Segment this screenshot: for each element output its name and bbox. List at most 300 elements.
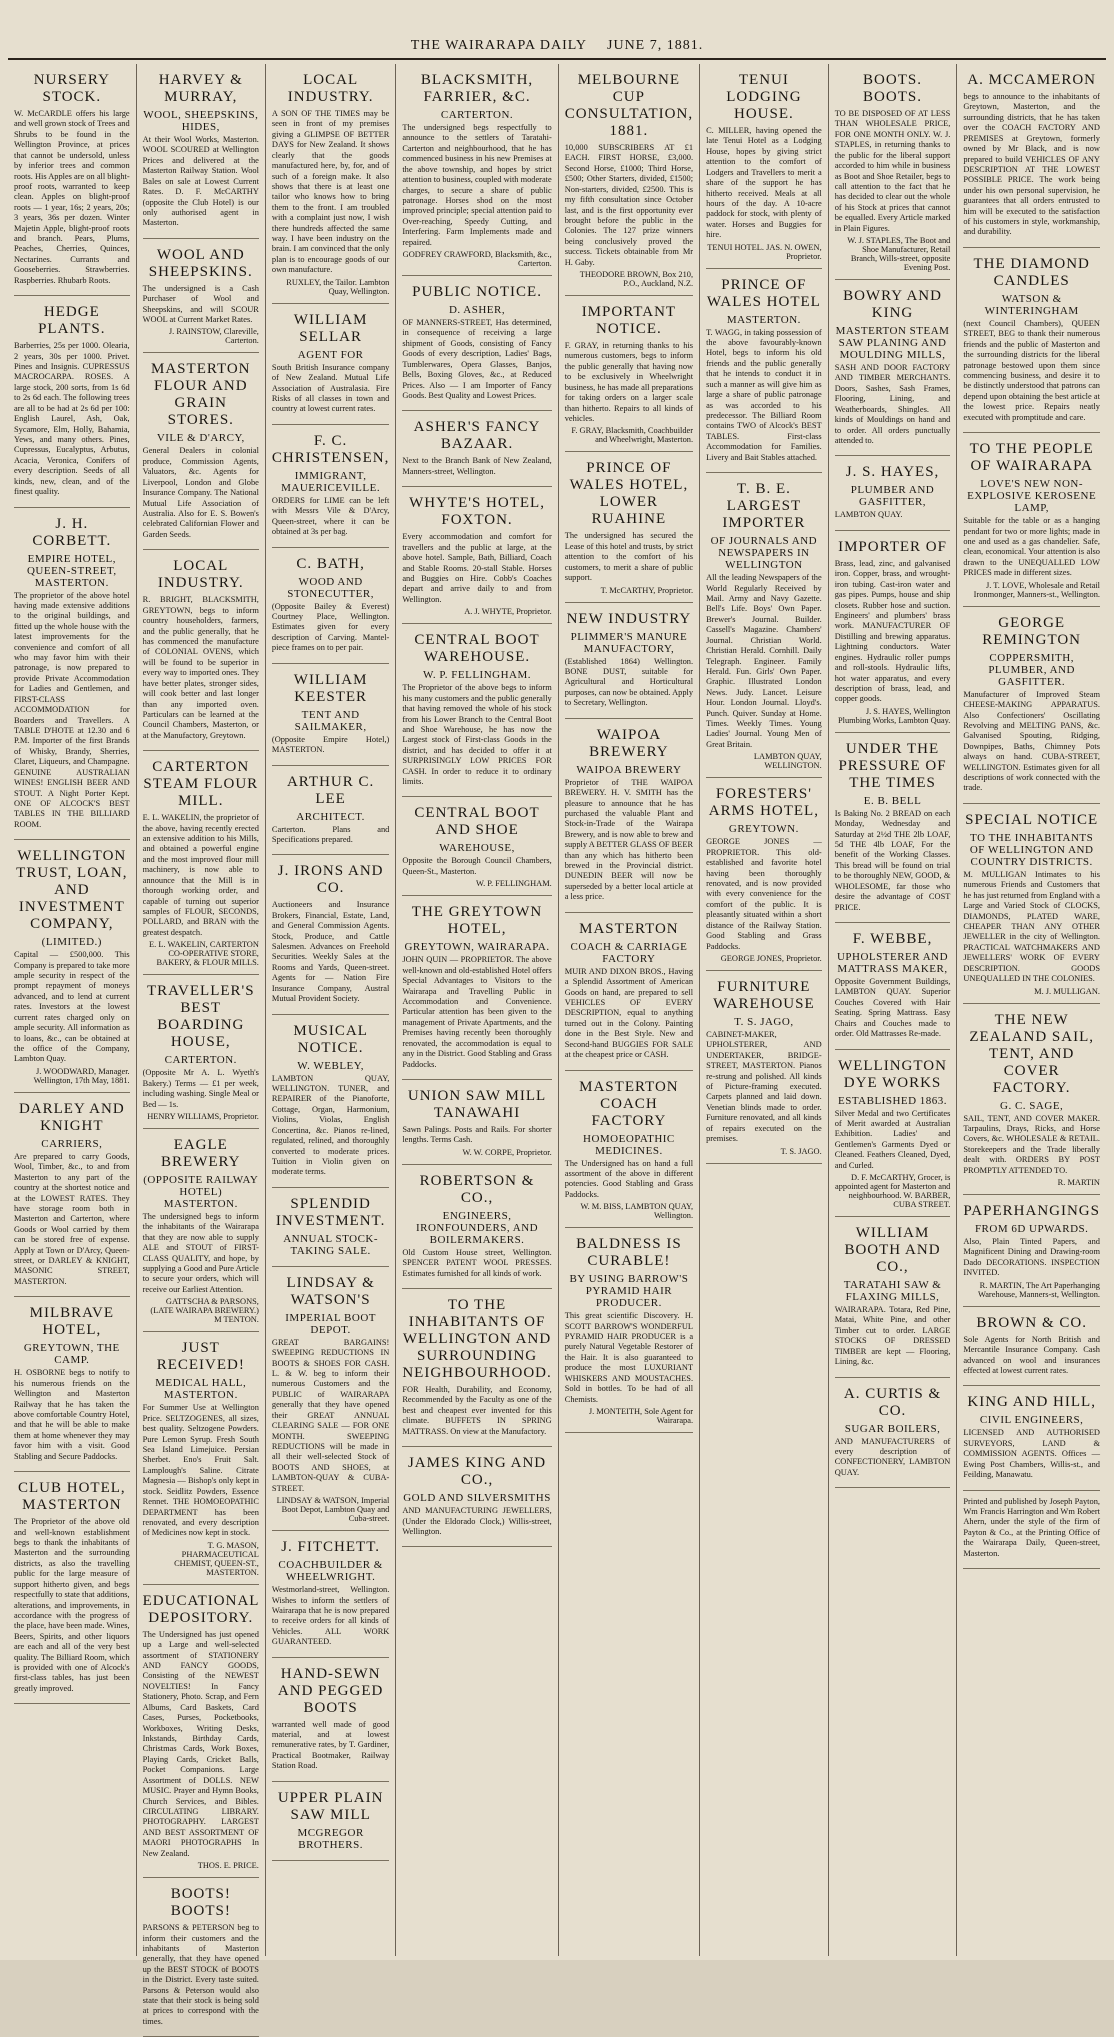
ad-title: C. BATH, <box>296 555 365 572</box>
ad-body: OF MANNERS-STREET, Has determined, in consequence of receiving a large shipment of Goods, consisting of Fancy Goods of every description, Ladies' Bags, Tumblerwares, Opera Glasses, Banjos, Bells, Boxing Gloves, &c., at Reduced Prices. Also — I am Importer of Fancy Goods. Best Quality and Lowest Prices. <box>402 318 552 401</box>
advertisement <box>143 1332 259 1584</box>
ad-body: Manufacturer of Improved Steam CHEESE-MAKING APPARATUS. Also Confectioners' Oscillating Revolving and MELTING PANS, &c. Galvanised Spouting, Ridging, Downpipes, Baths, Chimney Pots always on hand. CUBA-STREET, WELLINGTON. Estimates given for all descriptions of work connected with the trade. <box>963 689 1100 793</box>
ad-title: BOOTS. BOOTS. <box>863 72 922 105</box>
advertisement <box>565 603 693 719</box>
ad-title: PUBLIC NOTICE. <box>412 284 542 301</box>
ad-body: F. GRAY, in returning thanks to his numerous customers, begs to inform the public generally that having now to be exclusively in Wheelwright business, he has made all preparations for taking orders on a larger scale than hitherto. Repairs to all kinds of vehicles. <box>564 341 694 424</box>
ad-title: GEORGE REMINGTON <box>982 614 1082 648</box>
ad-subtitle: (OPPOSITE RAILWAY HOTEL) MASTERTON. <box>143 1173 259 1210</box>
ad-subtitle: IMPERIAL BOOT DEPOT. <box>285 1311 376 1336</box>
ad-title: CENTRAL BOOT WAREHOUSE. <box>414 632 540 666</box>
ad-signature: J. RAINSTOW, Clareville, Carterton. <box>168 327 259 346</box>
ad-subtitle: PLIMMER'S MANURE MANUFACTORY, <box>570 630 688 655</box>
ad-body: Brass, lead, zinc, and galvanised iron. Copper, brass, and wrought-iron tubing. Cast-iron water and gas pipes. Pumps, house and ship closets. Rubber hose and suction. Engineers' and plumbers' brass work. MANUFACTURER OF Distilling and brewing apparatus. Lightning conductors. Water engines. Hydraulic roller pumps and roll-stools. Hydraulic lifts, hot water apparatus, and every description of brass, lead, and copper goods. <box>834 558 951 704</box>
ad-signature: D. F. McCARTHY, Grocer, is appointed agent for Masterton and neighbourhood. W. BARBER, CUBA STREET. <box>834 1173 951 1210</box>
ad-title: A. CURTIS & CO. <box>843 1385 942 1419</box>
ad-body: R. BRIGHT, BLACKSMITH, GREYTOWN, begs to inform country householders, farmers, and the public generally, that he has commenced the manufacture of COLONIAL OVENS, which will be found to be superior in every way to imported ones. They have better plates, stronger sides, will cook better and last longer than any imported oven. Particulars can be learned at the Council Chambers, Masterton, or at the Manufactory, Greytown. <box>142 595 259 740</box>
ad-body: Opposite Government Buildings, LAMBTON QUAY. Superior Couches Covered with Hair Seating. Spring Mattrass. Easy Chairs and Couches made to order. Old Mattrasses Re-made. <box>834 976 951 1039</box>
column-6 <box>700 64 829 1956</box>
ad-subtitle: WOOL, SHEEPSKINS, HIDES, <box>143 109 259 133</box>
ad-title: UNION SAW MILL TANAWAHI <box>407 1087 547 1121</box>
ad-body: LAMBTON QUAY, WELLINGTON. TUNER, and REPAIRER of the Pianoforte, Cottage, Organ, Harmonium, Violins, Violas, English Concertina, &c. Pianos re-lined, regulated, relined, and thoroughly converted to moderate prices. Tuition in Violin given on moderate terms. <box>271 1073 390 1177</box>
ad-title: IMPORTANT NOTICE. <box>581 304 677 338</box>
advertisement <box>963 1195 1100 1307</box>
ad-signature: M. J. MULLIGAN. <box>1034 986 1100 996</box>
ad-body: H. OSBORNE begs to notify to his numerous friends on the Wellington and Masterton Railway that he has taken the above comfortable Country Hotel, and that he will be able to make them at home whenever they may favor him with a visit. Good Stabling and Secure Paddocks. <box>14 1368 130 1461</box>
advertisement <box>963 1004 1100 1196</box>
ad-title: THE NEW ZEALAND SAIL, TENT, AND COVER FACTORY. <box>969 1011 1094 1096</box>
advertisement <box>14 1472 130 1704</box>
ad-signature: F. GRAY, Blacksmith, Coachbuilder and Wheelwright, Masterton. <box>571 426 694 445</box>
ad-subtitle: TARATAHI SAW & FLAXING MILLS, <box>843 1279 942 1304</box>
ad-body: At their Wool Works, Masterton. WOOL SCOURED at Wellington Prices and delivered at the Masterton Railway Station. Wool Bales on sale at Lowest Current Rates. D. F. McCARTHY (opposite the Club Hotel) is our only authorised agent in Masterton. <box>142 135 259 228</box>
ad-body: ORDERS for LIME can be left with Messrs Vile & D'Arcy, Queen-street, where it can be obtained at 3s per bag. <box>271 495 390 537</box>
column-2 <box>137 64 266 2026</box>
ad-subtitle: MEDICAL HALL, MASTERTON. <box>155 1377 247 1402</box>
ad-subtitle: AGENT FOR <box>297 348 364 361</box>
ad-body: WAIRARAPA. Totara, Red Pine, Matai, White Pine, and other Timber cut to order. LARGE STOCKS OF DRESSED TIMBER are kept — Flooring, Lining, &c. <box>834 1305 951 1367</box>
advertisement <box>565 296 693 452</box>
ad-body: Barberries, 25s per 1000. Olearia, 2 years, 30s per 1000. Privet. Pines and Insignis. CUPRESSUS MACROCARPA. ROSES. A large stock, 200 sorts, from 1s 6d to 2s 6d each. The following trees are all to be had at 2s 6d per 100: English Laurel, Ash, Oak, Sycamore, Elm, Holly, Bahamia, Yews, and many others. Pines, Cupressus, Eucalyptus, Arbutus, Acacia, Veronica, Conifers of every description. Seeds of all kinds, new, clean, and of the finest quality. <box>14 341 130 497</box>
ad-body: E. L. WAKELIN, the proprietor of the above, having recently erected an extensive addition to his Mills, and obtained a powerful engine and the most improved flour mill machinery, is now able to announce that the Mill is in thorough working order, and capable of turning out superior samples of FLOUR, SECONDS, POLLARD, and BRAN with the greatest despatch. <box>142 813 259 937</box>
ad-signature: R. MARTIN, The Art Paperhanging Warehouse, Manners-st, Wellington. <box>977 1280 1100 1299</box>
ad-title: BLACKSMITH, FARRIER, &C. <box>420 72 534 105</box>
ad-body: LAMBTON QUAY. <box>834 510 903 520</box>
ad-signature: J. S. HAYES, Wellington Plumbing Works, Lambton Quay. <box>837 706 951 725</box>
ad-body: Sole Agents for North British and Mercantile Insurance Company. Cash advanced on wool and insurances effected at lowest current rates. <box>963 1334 1100 1375</box>
ad-subtitle: G. C. SAGE, <box>1000 1099 1064 1112</box>
ad-body: T. WAGG, in taking possession of the above favourably-known Hotel, begs to inform his old friends and the public generally that he intends to conduct it in such a manner as will give him as large a share of public patronage as was accorded to his predecessor. The Billiard Room contains TWO of Alcock's BEST TABLES. First-class Accommodation for Families. Livery and Bait Stables attached. <box>706 327 822 462</box>
ad-title: CARTERTON STEAM FLOUR MILL. <box>143 759 259 810</box>
ad-body: (Opposite Bailey & Everest) Courtney Place, Wellington. Estimates given for every description of Carving. Mantel-piece frames on to per pair. <box>271 601 390 653</box>
ad-subtitle: MASTERTON STEAM SAW PLANING AND MOULDING MILLS, <box>835 325 950 362</box>
ad-subtitle: (LIMITED.) <box>41 936 102 949</box>
ad-signature: A. J. WHYTE, Proprietor. <box>464 607 552 617</box>
ad-body: Capital — £500,000. This Company is prepared to take more ample security in respect of the prompt repayment of moneys advanced, and to lend at current rates. Investors at the lowest current rates charged only on ample security. All information as to loans, &c., can be obtained at the office of the Company, Lambton Quay. <box>14 950 130 1064</box>
ad-subtitle: ESTABLISHED 1863. <box>837 1094 948 1107</box>
advertisement <box>272 548 389 664</box>
ad-body: The undersigned has secured the Lease of this hotel and trusts, by strict attention to the comfort of his customers, to merit a share of public support. <box>564 531 694 583</box>
ad-body: FOR Health, Durability, and Economy, Recommended by the Faculty as one of the best and cheapest ever invented for this climate. BUFFETS IN SPRING MATTRASS. On view at the Manufactory. <box>402 1385 552 1436</box>
ad-signature: GATTSCHA & PARSONS, (LATE WAIRAPA BREWERY.) M TENTON. <box>150 1297 259 1325</box>
ad-signature: THEODORE BROWN, Box 210, P.O., Auckland, N.Z. <box>579 270 694 289</box>
ad-body: CABINET-MAKER, UPHOLSTERER, AND UNDERTAKER, BRIDGE-STREET, MASTERTON. Pianos re-strung and polished. All kinds of Picture-framing executed. Carpets planned and laid down. Venetian blinds made to order. Furniture renovated, and all kinds of repairs executed on the premises. <box>706 1029 822 1144</box>
advertisement <box>835 280 951 456</box>
ad-title: WELLINGTON DYE WORKS <box>838 1057 947 1091</box>
ad-body: GEORGE JONES — PROPRIETOR. This old-established and favorite hotel having been thoroughly renovated, and is now provided with every convenience for the comfort of the public. It is pleasantly situated within a short distance of the Railway Station. Good Stabling and Grass Paddocks. <box>706 837 822 951</box>
advertisement <box>963 1491 1100 1570</box>
advertisement <box>402 411 551 487</box>
ad-body: General Dealers in colonial produce, Commission Agents, Valuators, &c. Agents for Liverpool, London and Globe Insurance Company. The National Mutual Life Association of Australia. Also for E. S. Bowen's celebrated Californian Flower and Garden Seeds. <box>142 446 259 539</box>
ad-title: WELLINGTON TRUST, LOAN, AND INVESTMENT COMPANY, <box>16 848 128 933</box>
ad-subtitle: LOVE'S NEW NON-EXPLOSIVE KEROSENE LAMP, <box>967 478 1097 515</box>
ad-subtitle: FROM 6D UPWARDS. <box>974 1223 1089 1236</box>
ad-body: GREAT BARGAINS! SWEEPING REDUCTIONS IN BOOTS & SHOES FOR CASH. L. & W. beg to inform their numerous Customers and the PUBLIC of WAIRARAPA generally that they have opened their GREAT ANNUAL CLEARING SALE — FOR ONE MONTH. SWEEPING REDUCTIONS will be made in all their well-selected Stock of BOOTS AND SHOES, at LAMBTON-QUAY & CUBA-STREET. <box>271 1337 390 1493</box>
ad-body: M. MULLIGAN Intimates to his numerous Friends and Customers that he has just returned from England with a Large and Varied Stock of CLOCKS, DIAMONDS, PLATED WARE, CHEAPER THAN ANY OTHER JEWELLER in the city of Wellington. PRACTICAL WATCHMAKERS AND JEWELLERS' WORK OF EVERY DESCRIPTION. GOODS UNEQUALLED IN THE COLONIES. <box>963 869 1100 984</box>
ad-title: ARTHUR C. LEE <box>286 773 375 807</box>
ad-signature: T. S. JAGO. <box>780 1146 822 1156</box>
ad-body: SASH AND DOOR FACTORY AND TIMBER MERCHANTS. Doors, Sashes, Sash Frames, Flooring, Lining, and Weatherboards, Shingles. All kinds of Mouldings on hand and to order. All orders punctually attended to. <box>834 363 951 446</box>
ad-title: EDUCATIONAL DEPOSITORY. <box>142 1592 260 1626</box>
ad-title: JUST RECEIVED! <box>156 1340 245 1374</box>
advertisement <box>835 923 951 1050</box>
ad-subtitle: W. P. FELLINGHAM. <box>423 669 532 682</box>
ad-title: BROWN & CO. <box>976 1314 1087 1331</box>
advertisement <box>14 296 130 507</box>
ad-title: MILBRAVE HOTEL, <box>29 1305 115 1339</box>
ad-title: NURSERY STOCK. <box>33 72 110 105</box>
advertisement <box>835 733 951 923</box>
ad-subtitle: MCGREGOR BROTHERS. <box>297 1826 364 1851</box>
ad-body: The undersigned begs to inform the inhabitants of the Wairarapa that they are now able to supply ALE and STOUT of FIRST-CLASS QUALITY, and hope, by supplying a Good and Pure Article to secure your orders, which will receive our Earliest Attention. <box>142 1211 259 1294</box>
ad-body: begs to announce to the inhabitants of Greytown, Masterton, and the surrounding districts, that he has taken over the COACH FACTORY AND PREMISES at Greytown, formerly owned by Mr Black, and is now prepared to build VEHICLES OF ANY DESCRIPTION AT THE LOWEST POSSIBLE PRICE. The work being under his own personal supervision, he guarantees that all orders entrusted to him will be executed to the satisfaction of his customers in style, workmanship, and durability. <box>963 92 1100 237</box>
ad-title: PAPERHANGINGS <box>963 1203 1100 1220</box>
ad-title: F. WEBBE, <box>852 930 933 947</box>
ad-title: BALDNESS IS CURABLE! <box>576 1236 682 1270</box>
column-8 <box>957 64 1106 1956</box>
ad-subtitle: COACH & CARRIAGE FACTORY <box>570 940 688 965</box>
ad-title: J. S. HAYES, <box>845 464 940 481</box>
ad-title: HEDGE PLANTS. <box>38 304 106 338</box>
ad-body: PARSONS & PETERSON beg to inform their customers and the inhabitants of Masterton generally, that they have opened up the BEST STOCK of BOOTS in the District. Every taste suited. Parsons & Peterson would also state that their stock is being sold at prices to correspond with the times. <box>142 1923 259 2026</box>
ad-subtitle: CARTERTON. <box>440 109 514 121</box>
advertisement <box>143 1585 259 1878</box>
ad-title: NEW INDUSTRY <box>566 610 692 627</box>
ad-body: Auctioneers and Insurance Brokers, Financial, Estate, Land, and General Commission Agents. Stock, Produce, and Cattle Salesmen. Advances on Freehold Securities. Weekly Sales at the Rooms and Yards, Queen-street. Agents for — Nation Fire Insurance Company, Austral Mutual Provident Society. <box>271 900 390 1004</box>
ad-subtitle: GREYTOWN, THE CAMP. <box>23 1342 120 1367</box>
ad-title: MASTERTON <box>579 920 679 937</box>
ad-subtitle: CIVIL ENGINEERS, <box>979 1414 1084 1427</box>
ad-body: AND MANUFACTURERS of every description of CONFECTIONERY, LAMBTON QUAY. <box>834 1436 951 1477</box>
ad-subtitle: GREYTOWN, WAIRARAPA. <box>404 941 550 954</box>
ad-subtitle: WOOD AND STONECUTTER, <box>287 575 374 600</box>
ad-signature: J. MONTEITH, Sole Agent for Wairarapa. <box>588 1407 694 1425</box>
ad-title: BOOTS! BOOTS! <box>170 1886 231 1920</box>
ad-subtitle: GREYTOWN. <box>728 823 799 836</box>
ad-body: Sawn Palings. Posts and Rails. For shorter lengths. Terms Cash. <box>402 1124 552 1145</box>
advertisement <box>272 1531 389 1658</box>
ad-signature: W. P. FELLINGHAM. <box>475 879 552 889</box>
ad-body: Are prepared to carry Goods, Wool, Timber, &c., to and from Masterton to any part of the country at the shortest notice and at the LOWEST RATES. They have storage room both in Masterton and Carterton, where Goods or Wool carried by them can be stored free of expense. Apply at Town or D'Arcy, Queen-street, or DARLEY & KNIGHT, MASONIC STREET, MASTERTON. <box>14 1151 130 1286</box>
advertisement <box>565 719 693 913</box>
ad-body: TO BE DISPOSED OF AT LESS THAN WHOLESALE PRICE, FOR ONE MONTH ONLY. W. J. STAPLES, in returning thanks to the public for the liberal support accorded to him while in business as Boot and Shoe Retailer, begs to call attention to the fact that he has decided to clear out the whole of his Stock at prices that cannot be equalled. Every Article marked in Plain Figures. <box>834 109 951 233</box>
ad-body: Suitable for the table or as a hanging pendant for two or more lights; made in one and used as a gas chandelier. Safe, clean, economical. Your attention is also drawn to the UNEQUALLED LOW PRICES made in different sizes. <box>963 516 1100 578</box>
advertisement <box>565 913 693 1071</box>
ad-body: Westmorland-street, Wellington. Wishes to inform the settlers of Wairarapa that he is now prepared to receive orders for all kinds of Vehicles. ALL WORK GUARANTEED. <box>271 1585 390 1647</box>
ad-body: The undersigned is a Cash Purchaser of Wool and Sheepskins, and will SCOUR WOOL at Current Market Rates. <box>142 283 259 325</box>
ad-title: MELBOURNE CUP CONSULTATION, 1881. <box>564 72 694 139</box>
ad-title: MUSICAL NOTICE. <box>293 1022 368 1056</box>
ad-title: A. MCCAMERON <box>967 72 1096 88</box>
ad-subtitle: ANNUAL STOCK-TAKING SALE. <box>283 1232 379 1257</box>
ad-signature: TENUI HOTEL. JAS. N. OWEN, Proprietor. <box>707 242 822 261</box>
ad-body: (Established 1864) Wellington. BONE DUST, suitable for Agricultural and Horticultural purposes, can now be obtained. Apply to Secretary, Wellington. <box>564 656 694 708</box>
advertisement <box>706 269 822 473</box>
ad-signature: W. W. CORPE, Proprietor. <box>462 1147 552 1157</box>
ad-signature: LINDSAY & WATSON, Imperial Boot Depot, Lambton Quay and Cuba-street. <box>276 1496 390 1524</box>
ad-signature: GODFREY CRAWFORD, Blacksmith, &c., Carterton. <box>402 250 552 269</box>
advertisement <box>565 452 693 602</box>
masthead <box>0 38 1114 54</box>
ad-title: FORESTERS' ARMS HOTEL, <box>708 786 819 820</box>
ad-title: LOCAL INDUSTRY. <box>157 558 244 592</box>
ad-body: Proprietor of THE WAIPOA BREWERY. H. V. SMITH has the pleasure to announce that he has purchased the valuable Plant and Stock-in-Trade of the Wairapa Brewery, and is now able to brew and supply A BETTER GLASS OF BEER than any which has hitherto been brewed in the Provincial district. DUNEDIN BEER will now be superseded by a better local article at a less price. <box>564 777 694 902</box>
advertisement <box>706 473 822 778</box>
advertisement <box>272 766 389 856</box>
advertisement <box>402 487 551 624</box>
advertisement <box>565 64 693 296</box>
ad-body: This great scientific Discovery. H. SCOTT BARROW'S WONDERFUL PYRAMID HAIR PRODUCER is a purely Natural Vegetable Restorer of the Hair. It is also guaranteed to produce the most LUXURIANT WHISKERS AND MOUSTACHES. Sold in bottles. To be had of all Chemists. <box>564 1311 694 1404</box>
advertisement <box>143 550 259 751</box>
masthead-rule <box>8 58 1106 60</box>
ad-title: ASHER'S FANCY BAZAAR. <box>413 419 541 453</box>
advertisement <box>143 975 259 1129</box>
ad-body: Old Custom House street, Wellington. SPENCER PATENT WOOL PRESSES. Estimates furnished for all kinds of work. <box>402 1247 552 1278</box>
advertisement <box>272 1782 389 1861</box>
ad-title: HARVEY & MURRAY, <box>158 72 243 105</box>
ad-title: MASTERTON COACH FACTORY <box>579 1078 679 1129</box>
ad-title: J. H. CORBETT. <box>32 515 112 549</box>
advertisement <box>402 64 551 276</box>
column-3 <box>266 64 396 1956</box>
advertisement <box>963 804 1100 1004</box>
ad-title: F. C. CHRISTENSEN, <box>271 432 390 466</box>
advertisement <box>706 971 822 1164</box>
ad-title: UPPER PLAIN SAW MILL <box>277 1789 384 1823</box>
ad-signature: R. MARTIN <box>1057 1178 1100 1188</box>
ad-subtitle: MASTERTON. <box>726 313 801 326</box>
ad-body: AND MANUFACTURING JEWELLERS, (Under the Eldorado Clock,) Willis-street, Wellington. <box>402 1506 552 1536</box>
ad-title: BOWRY AND KING <box>843 288 942 322</box>
ad-subtitle: COPPERSMITH, PLUMBER, AND GASFITTER. <box>988 651 1075 688</box>
column-7 <box>829 64 958 1956</box>
ad-title: WILLIAM BOOTH AND CO., <box>844 1225 941 1276</box>
ad-body: (Opposite Empire Hotel,) MASTERTON. <box>271 734 390 755</box>
ad-body: The Proprietor of the above begs to inform his many customers and the public generally that having removed the whole of his stock from his Lower Branch to the Central Boot and Shoe Warehouse, he has now the Largest stock of First-class Goods in the district, and has decided to offer it at SURPRISINGLY LOW PRICES FOR CASH. In order to reduce it to ordinary limits. <box>402 683 552 787</box>
ad-subtitle: BY USING BARROW'S PYRAMID HAIR PRODUCER. <box>569 1273 689 1310</box>
advertisement <box>402 1447 551 1547</box>
ad-body: MUIR AND DIXON BROS., Having a Splendid Assortment of American Goods on hand, are prepared to sell VEHICLES OF EVERY DESCRIPTION, equal to anything turned out in the Colony. Painting done in the Best Style. New and Second-hand BUGGIES FOR SALE at the cheapest price or CASH. <box>564 966 694 1060</box>
ad-title: TENUI LODGING HOUSE. <box>726 72 802 122</box>
ad-signature: T. McCARTHY, Proprietor. <box>600 585 694 595</box>
advertisement <box>963 1386 1100 1490</box>
ad-title: HAND-SEWN AND PEGGED BOOTS <box>277 1665 384 1716</box>
ad-body: 10,000 SUBSCRIBERS AT £1 EACH. FIRST HORSE, £3,000. Second Horse, £1000; Third Horse, £500; Other Starters, divided, £1500; Non-starters, divided, £2500. This is my fifth consultation since October last, and is the first opportunity ever brought before the public in the Colonies. The 127 prize winners being conclusively proved the success. Tickets obtainable from Mr H. Gaby. <box>564 143 694 267</box>
ad-subtitle: T. S. JAGO, <box>734 1015 794 1028</box>
ad-body: The Undersigned has on hand a full assortment of the above in different potencies. Good Stabling and Grass Paddocks. <box>564 1158 694 1199</box>
ad-subtitle: D. ASHER, <box>448 304 506 317</box>
ad-title: SPLENDID INVESTMENT. <box>275 1195 386 1229</box>
advertisement <box>963 433 1100 607</box>
ad-title: WILLIAM KEESTER <box>293 671 368 705</box>
ad-signature: THOS. E. PRICE. <box>197 1861 259 1871</box>
ad-title: TO THE INHABITANTS OF WELLINGTON AND SURROUNDING NEIGHBOURHOOD. <box>402 1297 552 1382</box>
ad-signature: GEORGE JONES, Proprietor. <box>720 953 822 963</box>
advertisement <box>143 239 259 354</box>
advertisement <box>402 896 551 1080</box>
ad-title: CENTRAL BOOT AND SHOE <box>414 805 540 839</box>
ad-subtitle: VILE & D'ARCY, <box>156 432 245 445</box>
ad-signature: T. G. MASON, PHARMACEUTICAL CHEMIST, QUEEN-ST., MASTERTON. <box>174 1540 259 1577</box>
advertisement <box>272 64 389 304</box>
ad-title: TRAVELLER'S BEST BOARDING HOUSE, <box>146 983 255 1051</box>
advertisement <box>143 1878 259 2037</box>
advertisement <box>272 1658 389 1782</box>
ad-title: KING AND HILL, <box>967 1394 1096 1411</box>
ad-body: Also, Plain Tinted Papers, and Magnificent Dining and Drawing-room Dado DECORATIONS. INSPECTION INVITED. <box>963 1237 1100 1278</box>
ad-subtitle: UPHOLSTERER AND MATTRASS MAKER, <box>836 950 949 975</box>
advertisement <box>706 64 822 269</box>
ad-signature: RUXLEY, the Tailor. Lambton Quay, Wellington. <box>286 277 390 296</box>
advertisement <box>565 1228 693 1433</box>
ad-subtitle: CARTERTON. <box>164 1054 237 1067</box>
advertisement <box>963 1307 1100 1387</box>
advertisement <box>14 840 130 1093</box>
ad-signature: W. M. BISS, LAMBTON QUAY, Wellington. <box>580 1202 694 1221</box>
masthead-date: JUNE 7, 1881. <box>607 38 704 53</box>
ad-body: The Undersigned has just opened up a Large and well-selected assortment of STATIONERY AND FANCY GOODS, Consisting of the NEWEST NOVELTIES! In Fancy Stationery, Photo. Scrap, and Fern Albums, Card Baskets, Card Cases, Purses, Pocketbooks, Workboxes, Writing Desks, Inkstands, Birthday Cards, Christmas Cards, Work Boxes, Playing Cards, Cricket Balls, Pocket Companions. Large Assortment of DOLLS. NEW MUSIC. Prayer and Hymn Books, Church Services, and Bibles. CIRCULATING LIBRARY. PHOTOGRAPHY. LARGEST AND BEST ASSORTMENT OF MAORI PHOTOGRAPHS In New Zealand. <box>142 1629 259 1858</box>
ad-title: WHYTE'S HOTEL, FOXTON. <box>409 495 545 529</box>
advertisement <box>835 64 951 280</box>
ad-subtitle: PLUMBER AND GASFITTER, <box>850 484 935 509</box>
ad-body: A SON OF THE TIMES may be seen in front of my premises giving a GLIMPSE OF BETTER DAYS for New Zealand. It shows clearly that the goods manufactured here, by, for, and of such of a foreign make. It also shows that there is at least one tailor who knows how to bring them to the front. I am troubled with a complaint just now, I wish there hundreds affected the same way. I have been industry on the brain. I am convinced that the only plan is to encourage goods of our own manufacture. <box>271 109 390 275</box>
advertisement <box>272 304 389 425</box>
ad-subtitle: WATSON & WINTERINGHAM <box>984 292 1079 317</box>
ad-body: For Summer Use at Wellington Price. SELTZOGENES, all sizes, best quality. Seltzogene Powders. Pure Lemon Syrup. Fresh South Sea Island Limejuice. Persian Sherbet. Eno's Fruit Salt. Lamplough's Saline. Citrate Magnesia — Bishop's only kept in stock. Seidlitz Powders, Essence Rennet. THE HOMOEOPATHIC DEPARTMENT has been renovated, and every description of Medicines now kept in stock. <box>142 1403 259 1538</box>
ad-body: Is Baking No. 2 BREAD on each Monday, Wednesday and Saturday at 2½d THE 2lb LOAF, 5d THE 4lb LOAF, For the benefit of the Working Classes. This bread will be found on trial to be thoroughly NEW, GOOD, & WHOLESOME, far those who desire the advantage of COST PRICE. <box>834 808 951 912</box>
ad-body: Opposite the Borough Council Chambers, Queen-St., Masterton. <box>402 856 552 876</box>
ad-subtitle: COACHBUILDER & WHEELWRIGHT. <box>278 1559 383 1584</box>
ad-body: Carterton. Plans and Specifications prepared. <box>271 824 390 844</box>
ad-body: All the leading Newspapers of the World Regularly Received by Mail. Army and Navy Gazette. Bell's Life. Boys' Own Paper. Brewer's Journal. Builder. Cassell's Magazine. Chambers' Journal. Christian World. Christian Herald. Cornhill. Daily Telegraph. Engineer. Family Herald. Fun. Girls' Own Paper. Graphic. Illustrated London News. Judy. Lancet. Leisure Hour. London Journal. Lloyd's. Punch. Quiver. Sunday at Home. Times. Weekly Times. Young Ladies' Journal. Young Men of Great Britain. <box>706 573 822 749</box>
ad-body: warranted well made of good material, and at lowest remunerative rates, by T. Gardiner, Practical Bootmaker, Railway Station Road. <box>271 1719 390 1771</box>
ad-title: THE DIAMOND CANDLES <box>973 255 1090 289</box>
advertisement <box>272 1267 389 1531</box>
ad-subtitle: ARCHITECT. <box>296 810 365 823</box>
ad-signature: LAMBTON QUAY, WELLINGTON. <box>753 752 822 771</box>
advertisement <box>706 778 822 971</box>
advertisement <box>14 1093 130 1297</box>
column-5 <box>559 64 700 1956</box>
ad-title: LINDSAY & WATSON'S <box>286 1274 375 1308</box>
ad-title: PRINCE OF WALES HOTEL <box>706 276 821 310</box>
column-container <box>8 64 1106 2026</box>
ad-title: WOOL AND SHEEPSKINS. <box>148 246 253 280</box>
ad-body: SAIL, TENT, AND COVER MAKER. Tarpaulins, Drays, Ricks, and Horse Covers, &c. WHOLESALE & RETAIL. Storekeepers and the Trade liberally dealt with. ORDERS BY POST PROMPTLY ATTENDED TO. <box>963 1113 1100 1175</box>
advertisement <box>14 1297 130 1472</box>
ad-subtitle: HOMOEOPATHIC MEDICINES. <box>583 1132 675 1157</box>
advertisement <box>272 664 389 766</box>
ad-body: (Opposite Mr A. L. Wyeth's Bakery.) Terms — £1 per week, including washing. Single Meal or Bed — 1s. <box>142 1068 259 1109</box>
advertisement <box>835 531 951 733</box>
ad-body: W. McCARDLE offers his large and well grown stock of Trees and Shrubs to be found in the Wellington Province, at prices that cannot be undersold, unless by inferior trees and common roots. His Apples are on all blight-proof roots, warranted to keep clean. Apples on blight-proof roots — 1 year, 16s; 2 years, 20s; 3 years, 36s per dozen. Winter Majetin Apple, blight-proof roots and branch. Pears, Plums, Peaches, Cherries, Quinces, Nectarines. Currants and Gooseberries. Strawberries. Raspberries. Rhubarb Roots. <box>14 109 130 285</box>
advertisement <box>272 1015 389 1188</box>
ad-subtitle: SUGAR BOILERS, <box>844 1422 941 1435</box>
ad-body: C. MILLER, having opened the late Tenui Hotel as a Lodging House, hopes by giving strict attention to the comfort of Lodgers and Travellers to merit a share of the support he has hitherto received. Meals at all hours of the day. A 10-acre paddock for stock, with plenty of water. Horses and Buggies for hire. <box>706 126 822 240</box>
ad-title: DARLEY AND KNIGHT <box>18 1100 125 1134</box>
ad-subtitle: GOLD AND SILVERSMITHS <box>403 1492 551 1505</box>
ad-subtitle: E. B. BELL <box>863 794 922 807</box>
ad-subtitle: CARRIERS, <box>41 1137 103 1150</box>
advertisement <box>402 797 551 896</box>
ad-body: Next to the Branch Bank of New Zealand, Manners-street, Wellington. <box>402 456 552 476</box>
ad-title: CLUB HOTEL, MASTERTON <box>17 1480 126 1514</box>
ad-title: FURNITURE WAREHOUSE <box>713 978 815 1012</box>
ad-title: MASTERTON FLOUR AND GRAIN STORES. <box>151 361 251 429</box>
ad-title: TO THE PEOPLE OF WAIRARAPA <box>969 441 1094 475</box>
ad-body: JOHN QUIN — PROPRIETOR. The above well-known and old-established Hotel offers Special Advantages to Visitors to the Wairarapa and Travelling Public in Accommodation and Convenience. Particular attention has been given to the management of Private Apartments, and the Premises having recently been thoroughly renovated, the accommodation is equal to any in the District. Good Stabling and Grass Paddocks. <box>402 955 552 1069</box>
ad-title: T. B. E. LARGEST IMPORTER <box>722 481 806 532</box>
ad-subtitle: TO THE INHABITANTS OF WELLINGTON AND COUNTRY DISTRICTS. <box>969 831 1094 868</box>
advertisement <box>14 508 130 841</box>
ad-subtitle: IMMIGRANT, MAUERICEVILLE. <box>281 469 381 494</box>
advertisement <box>835 456 951 530</box>
advertisement <box>565 1071 693 1229</box>
ad-title: J. IRONS AND CO. <box>277 863 384 897</box>
ad-title: WAIPOA BREWERY <box>589 726 669 760</box>
advertisement <box>963 64 1100 248</box>
ad-body: South British Insurance company of New Zealand. Mutual Life Association of Australasia. Fire Risks of all classes in town and country at lowest current rates. <box>271 362 390 414</box>
advertisement <box>143 64 259 239</box>
ad-subtitle: EMPIRE HOTEL, QUEEN-STREET, MASTERTON. <box>26 552 117 589</box>
ad-title: J. FITCHETT. <box>281 1539 381 1556</box>
ad-subtitle: TENT AND SAILMAKER, <box>294 708 367 733</box>
advertisement <box>402 1080 551 1165</box>
masthead-title: THE WAIRARAPA DAILY <box>410 38 588 53</box>
advertisement <box>402 1289 551 1447</box>
ad-signature: J. T. LOVE, Wholesale and Retail Ironmonger, Manners-st., Wellington. <box>973 580 1100 599</box>
column-4 <box>396 64 558 1956</box>
ad-signature: E. L. WAKELIN, CARTERTON CO-OPERATIVE STORE, BAKERY, & FLOUR MILLS. <box>149 940 259 968</box>
ad-title: UNDER THE PRESSURE OF THE TIMES <box>838 740 947 791</box>
advertisement <box>402 276 551 411</box>
ad-title: WILLIAM SELLAR <box>293 311 368 345</box>
ad-signature: J. WOODWARD, Manager. Wellington, 17th May, 1881. <box>33 1066 130 1085</box>
ad-title: LOCAL INDUSTRY. <box>287 72 374 105</box>
ad-signature: HENRY WILLIAMS, Proprietor. <box>147 1111 259 1121</box>
advertisement <box>963 607 1100 804</box>
ad-subtitle: OF JOURNALS AND NEWSPAPERS IN WELLINGTON <box>710 535 818 572</box>
ad-signature: W. J. STAPLES, The Boot and Shoe Manufacturer, Retail Branch, Wills-street, opposite Evening Post. <box>847 236 951 273</box>
ad-body: The undersigned begs respectfully to announce to the settlers of Taratahi-Carterton and neighbourhood, that he has commenced business in his new Premises at the above township, and hopes by strict attention to business, coupled with moderate charges, to secure a share of public patronage. Horses shod on the most improved principle; special attention paid to Over-reaching, Speedy Cutting, and Interfering. Farm Implements made and repaired. <box>402 123 552 247</box>
advertisement <box>143 353 259 550</box>
ad-subtitle: W. WEBLEY, <box>297 1059 365 1072</box>
ad-title: PRINCE OF WALES HOTEL, LOWER RUAHINE <box>569 460 689 528</box>
ad-body: Silver Medal and two Certificates of Merit awarded at Australian Exhibition. Ladies' and Gentlemen's Garments Dyed or Cleaned. Feathers Cleaned, Dyed, and Curled. <box>834 1108 951 1170</box>
advertisement <box>272 1188 389 1267</box>
ad-body: Every accommodation and comfort for travellers and the public at large, at the above hotel. Sample, Bath, Billiard, Coach and Stable Rooms. 20-stall Stable. Horses and Buggies on Hire. Cobb's Coaches depart and arrive daily to and from Wellington. <box>402 532 552 604</box>
advertisement <box>272 425 389 548</box>
advertisement <box>835 1050 951 1218</box>
column-1 <box>8 64 137 1956</box>
advertisement <box>835 1217 951 1378</box>
advertisement <box>143 1129 259 1332</box>
ad-title: JAMES KING AND CO., <box>407 1455 547 1489</box>
ad-subtitle: WAREHOUSE, <box>439 842 515 855</box>
ad-title: ROBERTSON & CO., <box>419 1172 535 1206</box>
ad-body: The proprietor of the above hotel having made extensive additions to the original buildings, and fitted up the whole house with the latest improvements for the convenience and comfort of all who may favor him with their patronage, is now prepared to provide Private Accommodation for Ladies and Gentlemen, and FIRST-CLASS ACCOMMODATION for Boarders and Travellers. A TABLE D'HOTE at 12.30 and 6 P.M. Importer of the first Brands of Whisky, Brandy, Sherries, Claret, Liqueurs, and Champagne. GENUINE AUSTRALIAN WINES! ENGLISH BEER AND STOUT. A Night Porter Kept. ONE OF ALCOCK'S BEST TABLES IN THE BILLIARD ROOM. <box>14 590 130 829</box>
ad-body: The Proprietor of the above old and well-known establishment begs to thank the inhabitants of Masterton and the surrounding districts, as also the travelling public for the large measure of support hitherto given, and begs respectfully to state that additions, alterations, and improvements, in accordance with the progress of the place, have been made. Wines, Beers, Spirits, and other liquors are each and all of the very best quality. The Billiard Room, which is provided with one of Alcock's first-class tables, has just been greatly improved. <box>14 1517 130 1693</box>
ad-body: LICENSED AND AUTHORISED SURVEYORS, LAND & COMMISSION AGENTS. Offices — Ewing Post Chambers, Willis-st., and Feilding, Manawatu. <box>963 1428 1100 1480</box>
ad-title: EAGLE BREWERY <box>161 1136 241 1170</box>
advertisement <box>835 1378 951 1489</box>
advertisement <box>272 855 389 1014</box>
advertisement <box>14 64 130 296</box>
advertisement <box>963 248 1100 433</box>
ad-title: IMPORTER OF <box>838 538 947 555</box>
ad-body: (next Council Chambers), QUEEN STREET, BEG to thank their numerous friends and the public of Masterton and the surrounding districts for the liberal patronage bestowed upon them since commencing business, and desire it to be distinctly understood that patrons can depend upon obtaining the best article at the lowest price. Repairs neatly executed with promptitude and care. <box>963 318 1100 422</box>
advertisement <box>402 624 551 797</box>
